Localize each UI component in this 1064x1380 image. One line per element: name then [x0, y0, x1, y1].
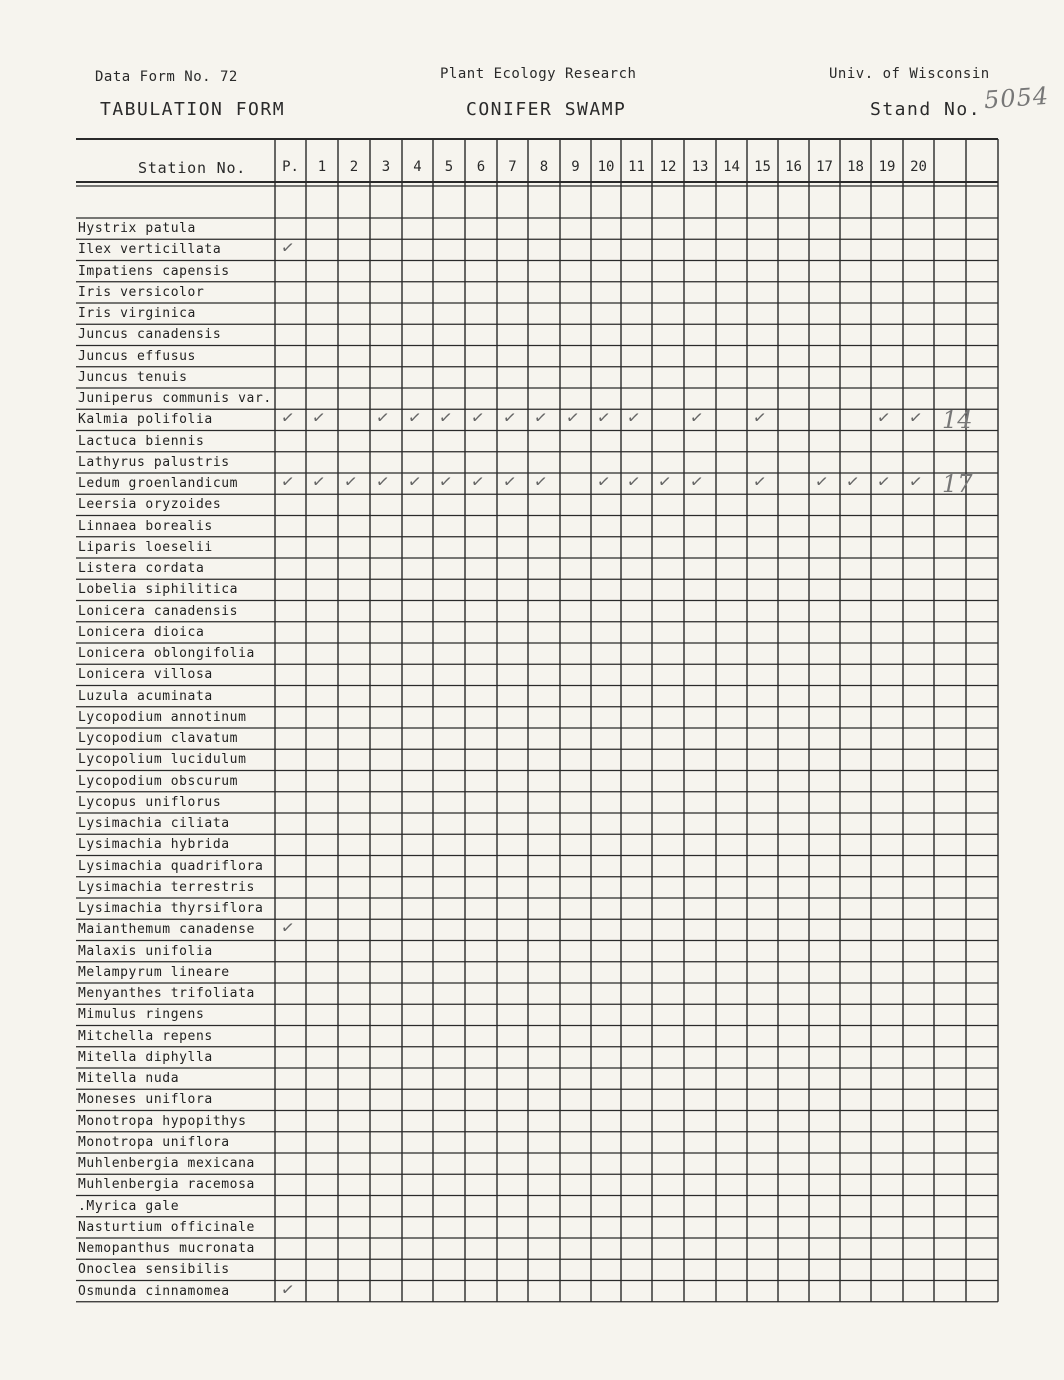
species-name: Impatiens capensis	[78, 263, 230, 279]
species-name: Nasturtium officinale	[78, 1219, 255, 1235]
column-header: 12	[659, 159, 677, 175]
check-mark: ✓	[751, 471, 768, 492]
column-header: 11	[628, 159, 645, 175]
stand-number-label: Stand No.	[870, 99, 982, 120]
column-header: 7	[508, 159, 517, 175]
check-mark: ✓	[625, 471, 642, 492]
check-mark: ✓	[501, 471, 518, 492]
form-title: TABULATION FORM	[100, 99, 286, 120]
species-name: Melampyrum lineare	[78, 964, 230, 980]
check-mark: ✓	[279, 471, 296, 492]
species-name: Malaxis unifolia	[78, 943, 213, 959]
species-name: Liparis loeselii	[78, 539, 213, 555]
column-header: 10	[597, 159, 615, 175]
species-name: Juncus canadensis	[78, 327, 222, 343]
species-name: Lysimachia hybrida	[78, 837, 230, 853]
check-mark: ✓	[310, 407, 327, 429]
column-header: 14	[723, 159, 740, 175]
species-name: Iris virginica	[78, 306, 196, 321]
check-mark: ✓	[501, 407, 518, 429]
species-name: Leersia oryzoides	[78, 497, 222, 513]
column-header: 4	[413, 159, 422, 175]
check-mark: ✓	[469, 407, 486, 429]
column-header: 6	[476, 159, 486, 175]
check-mark: ✓	[625, 407, 642, 429]
check-mark: ✓	[437, 407, 454, 429]
check-mark: ✓	[688, 407, 705, 429]
species-name: Monotropa uniflora	[78, 1134, 230, 1150]
column-header: 16	[785, 159, 802, 175]
column-header: 9	[571, 159, 580, 175]
check-mark: ✓	[279, 407, 296, 429]
check-mark: ✓	[406, 407, 423, 429]
stand-number-value: 5054	[983, 81, 1050, 115]
check-mark: ✓	[875, 471, 892, 492]
species-name: Lycopodium obscurum	[78, 773, 239, 789]
column-header: 3	[381, 159, 391, 175]
column-header: 8	[539, 159, 549, 175]
species-name: Lysimachia thyrsiflora	[78, 901, 264, 916]
check-mark: ✓	[406, 471, 423, 492]
species-name: Ledum groenlandicum	[78, 476, 239, 491]
check-mark: ✓	[532, 407, 549, 429]
check-mark: ✓	[310, 471, 327, 492]
column-header: P.	[282, 159, 299, 175]
species-name: Mitella diphylla	[78, 1049, 213, 1065]
check-mark: ✓	[469, 471, 486, 492]
species-name: Lonicera villosa	[78, 667, 213, 683]
species-name: Ilex verticillata	[78, 242, 222, 258]
column-header: 20	[910, 159, 927, 175]
column-header: 17	[816, 159, 833, 175]
species-name: Hystrix patula	[78, 221, 196, 236]
species-name: Lysimachia terrestris	[78, 879, 255, 895]
station-label: Station No.	[138, 159, 247, 177]
university-label: Univ. of Wisconsin	[829, 66, 990, 82]
species-name: Lonicera canadensis	[78, 603, 239, 619]
species-name: Menyanthes trifoliata	[78, 986, 255, 1001]
species-name: Luzula acuminata	[78, 688, 213, 704]
species-name: Mitella nuda	[78, 1071, 180, 1086]
check-mark: ✓	[595, 407, 612, 429]
check-mark: ✓	[279, 1278, 296, 1300]
check-mark: ✓	[279, 917, 296, 939]
community-title: CONIFER SWAMP	[466, 99, 627, 120]
species-name: Lactuca biennis	[78, 433, 205, 449]
species-name: Osmunda cinnamomea	[78, 1283, 230, 1299]
species-name: Monotropa hypopithys	[78, 1113, 247, 1129]
row-total: 14	[942, 406, 973, 435]
species-name: Maianthemum canadense	[78, 922, 255, 938]
form-number: Data Form No. 72	[95, 69, 238, 85]
species-name: Linnaea borealis	[78, 518, 213, 534]
column-header: 2	[349, 159, 359, 175]
species-name: Mimulus ringens	[78, 1007, 205, 1023]
species-name: Juncus effusus	[78, 348, 196, 364]
species-name: Juncus tenuis	[78, 369, 188, 385]
check-mark: ✓	[688, 471, 705, 492]
check-mark: ✓	[279, 237, 296, 259]
column-header: 5	[444, 159, 454, 175]
check-mark: ✓	[595, 471, 612, 492]
column-header: 15	[754, 159, 771, 175]
check-mark: ✓	[907, 407, 924, 429]
species-name: Lysimachia ciliata	[78, 816, 230, 831]
check-mark: ✓	[342, 471, 359, 492]
check-mark: ✓	[656, 471, 673, 492]
check-mark: ✓	[907, 471, 924, 492]
species-name: Lycopus uniflorus	[78, 794, 222, 810]
species-name: Lonicera oblongifolia	[78, 646, 255, 661]
column-header: 13	[691, 159, 709, 175]
species-name: Nemopanthus mucronata	[78, 1241, 255, 1256]
species-name: Onoclea sensibilis	[78, 1262, 230, 1278]
check-mark: ✓	[813, 471, 830, 492]
species-name: Muhlenbergia racemosa	[78, 1177, 255, 1193]
species-name: .Myrica gale	[78, 1198, 180, 1214]
species-name: Moneses uniflora	[78, 1092, 213, 1108]
species-name: Lathyrus palustris	[78, 454, 230, 470]
species-name: Mitchella repens	[78, 1028, 213, 1044]
column-header: 18	[847, 159, 864, 175]
check-mark: ✓	[564, 407, 581, 429]
species-name: Lycopolium lucidulum	[78, 752, 247, 768]
species-name: Juniperus communis var.	[78, 391, 272, 406]
check-mark: ✓	[844, 471, 861, 492]
check-mark: ✓	[437, 471, 454, 492]
species-name: Kalmia polifolia	[78, 412, 213, 428]
research-label: Plant Ecology Research	[440, 66, 637, 82]
check-mark: ✓	[532, 471, 549, 492]
check-mark: ✓	[374, 407, 391, 429]
species-name: Lysimachia quadriflora	[78, 858, 264, 874]
species-name: Lycopodium annotinum	[78, 709, 247, 725]
species-name: Lonicera dioica	[78, 624, 205, 640]
species-name: Lobelia siphilitica	[78, 582, 239, 598]
species-name: Muhlenbergia mexicana	[78, 1156, 255, 1171]
check-mark: ✓	[751, 407, 768, 429]
check-mark: ✓	[374, 471, 391, 492]
species-name: Lycopodium clavatum	[78, 731, 239, 746]
column-header: 1	[317, 159, 327, 175]
check-mark: ✓	[875, 407, 892, 429]
species-name: Iris versicolor	[78, 284, 205, 300]
column-header: 19	[878, 159, 896, 175]
species-name: Listera cordata	[78, 561, 205, 576]
row-total: 17	[942, 470, 973, 498]
